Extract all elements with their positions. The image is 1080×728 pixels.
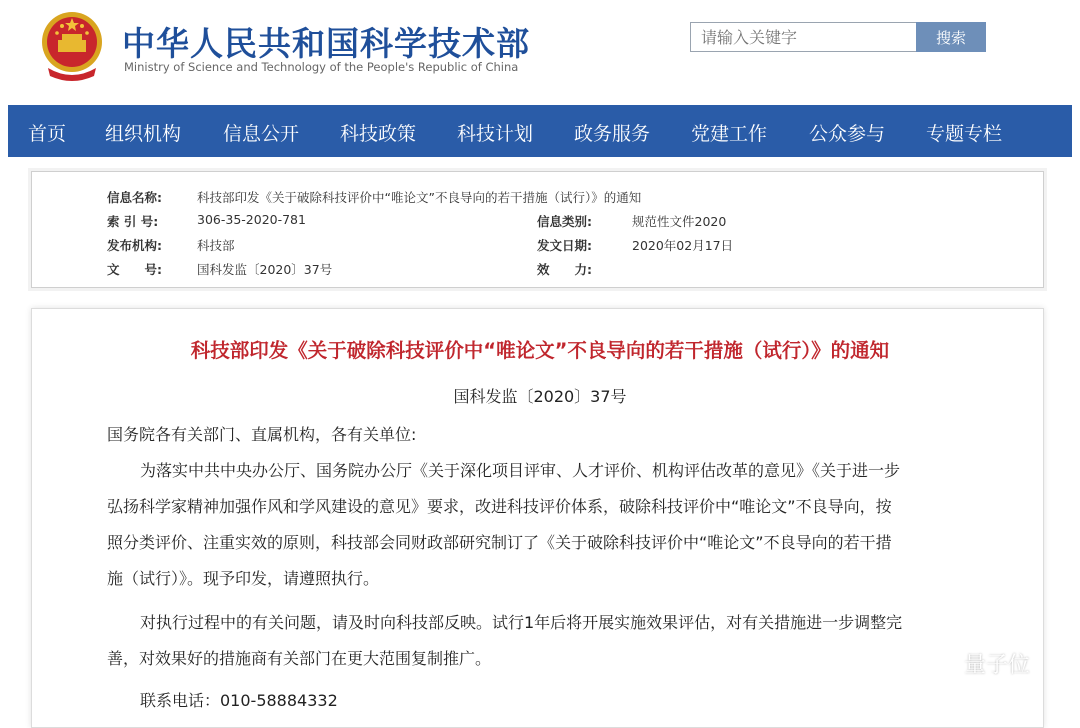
ministry-title[interactable]: 中华人民共和国科学技术部 (122, 24, 530, 63)
nav-item-organization[interactable]: 组织机构 (105, 123, 182, 145)
site-header (0, 0, 1080, 105)
nav-item-public-participation[interactable]: 公众参与 (809, 123, 886, 145)
nav-item-information-disclosure[interactable]: 信息公开 (223, 123, 300, 145)
nav-item-party-building[interactable]: 党建工作 (691, 123, 768, 145)
nav-item-tech-plan[interactable]: 科技计划 (457, 123, 534, 145)
nav-item-government-services[interactable]: 政务服务 (574, 123, 651, 145)
nav-item-tech-policy[interactable]: 科技政策 (340, 123, 417, 145)
paragraph-line: 施（试行）》。现予印发，请遵照执行。 (107, 569, 380, 588)
info-docno-value: 国科发监〔2020〕37号 (197, 262, 333, 277)
nav-item-home[interactable]: 首页 (28, 123, 67, 145)
salutation: 国务院各有关部门、直属机构，各有关单位: (107, 425, 417, 444)
info-category-label: 信息类别: (537, 214, 592, 229)
search-button[interactable]: 搜索 (916, 22, 986, 52)
info-name-value: 科技部印发《关于破除科技评价中“唯论文”不良导向的若干措施（试行）》的通知 (197, 190, 642, 205)
watermark-text: 量子位 (964, 653, 1031, 678)
paragraph-line: 善，对效果好的措施商有关部门在更大范围复制推广。 (107, 649, 492, 668)
ministry-subtitle: Ministry of Science and Technology of the People's Republic of China (124, 60, 519, 74)
paragraph-line: 照分类评价、注重实效的原则，科技部会同财政部研究制订了《关于破除科技评价中“唯论文”不良导向的若干措 (107, 533, 892, 552)
wechat-icon (922, 650, 958, 678)
national-emblem-icon[interactable] (38, 10, 106, 82)
info-index-label: 索 引 号: (107, 214, 159, 229)
paragraph-line: 弘扬科学家精神加强作风和学风建设的意见》要求，改进科技评价体系，破除科技评价中“唯论文”不良导向，按 (107, 497, 892, 516)
info-validity-label: 效 力: (537, 262, 592, 277)
info-category-value: 规范性文件2020 (632, 214, 727, 229)
watermark (922, 648, 1030, 679)
main-nav (8, 105, 1072, 157)
nav-item-special-topics[interactable]: 专题专栏 (926, 123, 1003, 145)
document-title: 科技部印发《关于破除科技评价中“唯论文”不良导向的若干措施（试行）》的通知 (190, 339, 890, 362)
info-org-label: 发布机构: (107, 238, 162, 253)
info-date-label: 发文日期: (537, 238, 592, 253)
info-docno-label: 文 号: (107, 262, 162, 277)
info-index-value: 306-35-2020-781 (197, 212, 306, 227)
info-org-value: 科技部 (197, 238, 235, 253)
contact-phone: 联系电话：010-58884332 (140, 691, 338, 710)
search-input[interactable] (690, 22, 916, 52)
paragraph-line: 对执行过程中的有关问题，请及时向科技部反映。试行1年后将开展实施效果评估，对有关措施进一步调整完 (140, 613, 903, 632)
info-date-value: 2020年02月17日 (632, 238, 734, 253)
paragraph-line: 为落实中共中央办公厅、国务院办公厅《关于深化项目评审、人才评价、机构评估改革的意见》《关于进一步 (140, 461, 901, 480)
info-name-label: 信息名称: (107, 190, 162, 205)
document-number: 国科发监〔2020〕37号 (453, 387, 627, 406)
